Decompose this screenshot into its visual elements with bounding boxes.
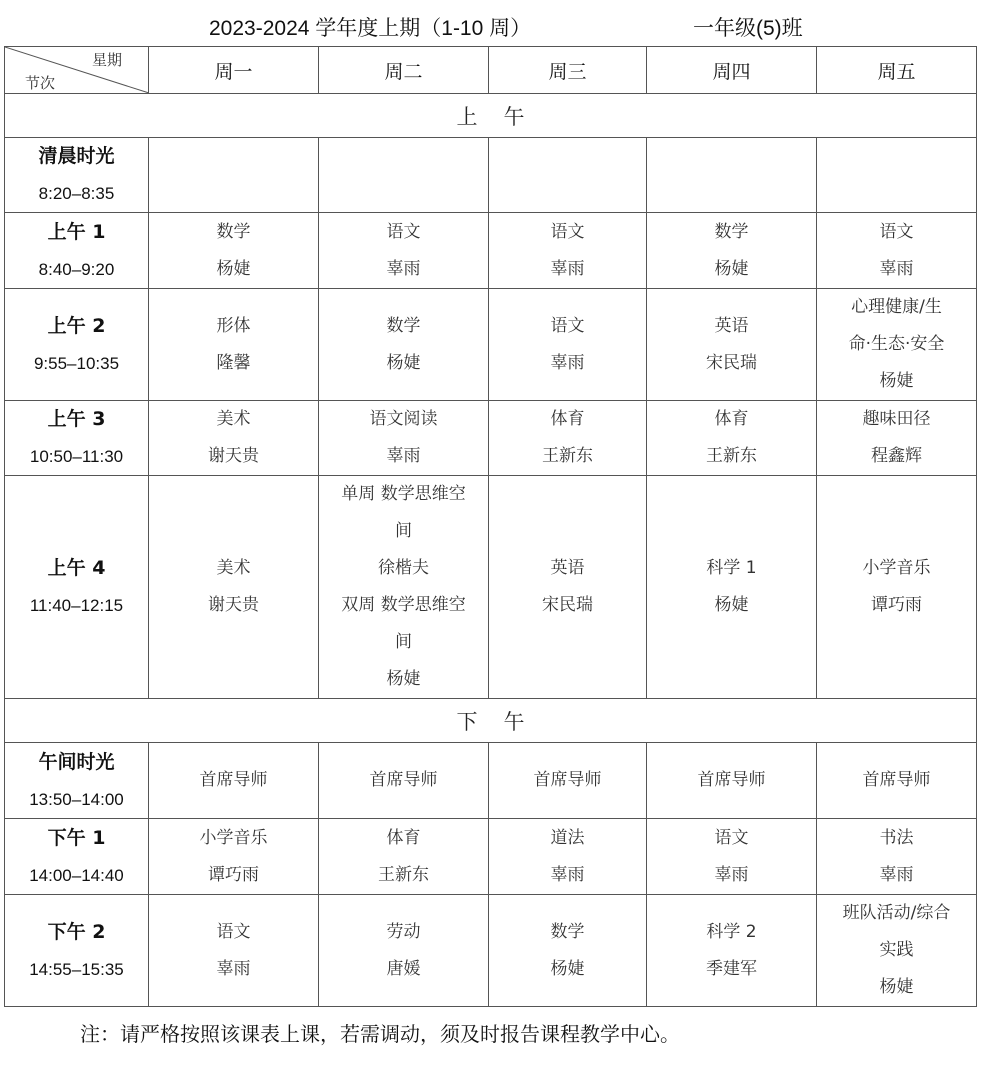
period-time: 8:40–9:20	[38, 259, 115, 279]
corner-cell	[5, 47, 149, 94]
course-cell	[319, 289, 489, 401]
course-name: 首席导师	[533, 770, 602, 790]
period-time: 14:55–15:35	[29, 959, 124, 979]
day-header: 周五	[817, 47, 977, 94]
period-time: 8:20–8:35	[38, 184, 115, 203]
teacher-name: 王新东	[542, 446, 593, 466]
course-name: 语文	[879, 221, 914, 242]
course-name: 形体	[216, 315, 251, 336]
course-cell	[647, 476, 817, 699]
period-time: 13:50–14:00	[29, 789, 124, 809]
course-cell	[647, 895, 817, 1007]
timetable-header	[0, 12, 985, 44]
course-cell	[489, 476, 647, 699]
course-name: 小学音乐	[862, 558, 931, 578]
course-cell	[489, 819, 647, 895]
course-name: 双周 数学思维空	[341, 595, 466, 615]
class-name: 一年级(5)班	[693, 17, 803, 40]
period-row	[5, 476, 977, 699]
period-name: 清晨时光	[38, 145, 115, 167]
course-cell	[817, 819, 977, 895]
period-row	[5, 401, 977, 476]
course-name: 数学	[550, 921, 585, 942]
course-cell	[817, 743, 977, 819]
course-cell	[647, 213, 817, 289]
course-cell	[319, 476, 489, 699]
course-name: 首席导师	[199, 770, 268, 790]
period-row	[5, 213, 977, 289]
period-time: 11:40–12:15	[29, 596, 124, 615]
course-name: 数学	[714, 221, 749, 242]
section-char: 午	[503, 104, 525, 129]
teacher-name: 辜雨	[550, 258, 585, 279]
course-cell	[319, 138, 489, 213]
teacher-name: 唐媛	[386, 958, 421, 979]
teacher-name: 杨婕	[386, 352, 421, 373]
course-name: 徐楷夫	[378, 558, 429, 578]
course-cell	[489, 289, 647, 401]
period-row	[5, 138, 977, 213]
teacher-name: 杨婕	[714, 258, 749, 279]
term-title: 2023-2024 学年度上期（1-10 周）	[209, 17, 532, 40]
course-cell	[319, 819, 489, 895]
course-name: 语文	[550, 221, 585, 242]
course-cell	[489, 138, 647, 213]
course-name: 英语	[714, 315, 749, 336]
period-cell	[5, 895, 149, 1007]
period-name: 午间时光	[38, 750, 115, 773]
course-name: 劳动	[386, 921, 421, 942]
teacher-name: 辜雨	[386, 446, 421, 466]
teacher-name: 谢天贵	[208, 446, 259, 466]
course-cell	[817, 138, 977, 213]
period-cell	[5, 138, 149, 213]
course-name: 间	[395, 632, 412, 652]
period-cell	[5, 401, 149, 476]
course-cell	[319, 401, 489, 476]
course-cell	[319, 895, 489, 1007]
period-name: 上午 4	[47, 557, 106, 579]
teacher-name: 辜雨	[714, 864, 749, 885]
section-morning-label	[5, 94, 977, 138]
course-cell	[817, 401, 977, 476]
teacher-name: 程鑫辉	[871, 446, 922, 466]
course-cell	[149, 138, 319, 213]
timetable	[4, 46, 977, 1007]
course-cell	[489, 743, 647, 819]
course-name: 道法	[550, 827, 585, 848]
period-cell	[5, 743, 149, 819]
course-cell	[817, 895, 977, 1007]
corner-weekday-label: 星期	[91, 51, 122, 69]
teacher-name: 王新东	[706, 446, 757, 466]
period-cell	[5, 819, 149, 895]
course-cell	[489, 895, 647, 1007]
course-cell	[319, 213, 489, 289]
course-name: 科学 2	[706, 921, 757, 942]
teacher-name: 辜雨	[879, 258, 914, 279]
teacher-name: 宋民瑞	[542, 595, 593, 615]
period-cell	[5, 476, 149, 699]
period-name: 上午 3	[47, 408, 106, 430]
teacher-name: 辜雨	[550, 352, 585, 373]
teacher-name: 谭巧雨	[871, 595, 922, 615]
teacher-name: 辜雨	[550, 864, 585, 885]
course-cell	[647, 138, 817, 213]
teacher-name: 辜雨	[879, 864, 914, 885]
section-afternoon-label	[5, 699, 977, 743]
course-cell	[149, 401, 319, 476]
course-name: 科学 1	[706, 558, 757, 578]
course-name: 命·生态·安全	[848, 334, 945, 354]
period-cell	[5, 289, 149, 401]
course-name: 书法	[879, 827, 914, 848]
teacher-name: 王新东	[378, 864, 429, 885]
course-name: 小学音乐	[199, 827, 268, 848]
day-header: 周三	[489, 47, 647, 94]
course-name: 单周 数学思维空	[341, 484, 466, 504]
course-cell	[647, 819, 817, 895]
course-name: 首席导师	[862, 770, 931, 790]
course-cell	[319, 743, 489, 819]
course-name: 实践	[879, 940, 914, 960]
course-cell	[489, 213, 647, 289]
course-name: 数学	[386, 315, 421, 336]
teacher-name: 杨婕	[550, 958, 585, 979]
course-name: 首席导师	[369, 770, 438, 790]
teacher-name: 隆馨	[216, 352, 251, 373]
course-name: 美术	[216, 558, 251, 578]
period-name: 上午 1	[47, 220, 106, 243]
teacher-name: 杨婕	[714, 595, 749, 615]
day-header: 周二	[319, 47, 489, 94]
course-cell	[489, 401, 647, 476]
section-char: 午	[503, 709, 525, 734]
course-cell	[817, 213, 977, 289]
course-name: 趣味田径	[862, 409, 931, 429]
course-cell	[149, 213, 319, 289]
course-name: 语文	[550, 315, 585, 336]
teacher-name: 季建军	[706, 958, 757, 979]
corner-period-label: 节次	[25, 74, 56, 92]
course-cell	[647, 289, 817, 401]
course-cell	[647, 743, 817, 819]
teacher-name: 辜雨	[216, 958, 251, 979]
course-name: 语文	[714, 827, 749, 848]
course-name: 间	[395, 521, 412, 541]
course-name: 体育	[386, 827, 421, 848]
teacher-name: 杨婕	[386, 669, 421, 689]
period-name: 下午 1	[47, 826, 106, 849]
section-afternoon	[5, 699, 977, 743]
teacher-name: 辜雨	[386, 258, 421, 279]
section-morning	[5, 94, 977, 138]
course-name: 心理健康/生	[851, 297, 942, 317]
course-name: 语文	[216, 921, 251, 942]
teacher-name: 杨婕	[879, 977, 914, 997]
teacher-name: 杨婕	[216, 258, 251, 279]
course-cell	[817, 476, 977, 699]
footer-note: 注：请严格按照该课表上课，若需调动，须及时报告课程教学中心。	[80, 1022, 680, 1046]
section-char: 上	[456, 104, 478, 129]
course-cell	[149, 289, 319, 401]
course-name: 体育	[550, 409, 585, 429]
period-time: 10:50–11:30	[29, 447, 124, 466]
section-char: 下	[456, 709, 478, 734]
teacher-name: 宋民瑞	[706, 352, 757, 373]
course-name: 语文	[386, 221, 421, 242]
course-cell	[149, 743, 319, 819]
teacher-name: 谢天贵	[208, 595, 259, 615]
period-row	[5, 819, 977, 895]
period-name: 下午 2	[47, 920, 106, 943]
period-name: 上午 2	[47, 314, 106, 337]
period-cell	[5, 213, 149, 289]
period-time: 14:00–14:40	[29, 865, 124, 885]
course-name: 英语	[550, 558, 585, 578]
header-row	[5, 47, 977, 94]
course-name: 班队活动/综合	[842, 903, 951, 923]
course-name: 首席导师	[697, 770, 766, 790]
day-header: 周一	[149, 47, 319, 94]
course-cell	[647, 401, 817, 476]
course-name: 体育	[714, 409, 749, 429]
course-cell	[149, 819, 319, 895]
course-name: 语文阅读	[369, 409, 438, 429]
course-name: 美术	[216, 409, 251, 429]
period-row	[5, 895, 977, 1007]
teacher-name: 杨婕	[879, 371, 914, 391]
period-row	[5, 743, 977, 819]
course-cell	[149, 476, 319, 699]
course-cell	[149, 895, 319, 1007]
course-cell	[817, 289, 977, 401]
teacher-name: 谭巧雨	[208, 864, 259, 885]
course-name: 数学	[216, 221, 251, 242]
day-header: 周四	[647, 47, 817, 94]
period-row	[5, 289, 977, 401]
period-time: 9:55–10:35	[33, 353, 120, 373]
